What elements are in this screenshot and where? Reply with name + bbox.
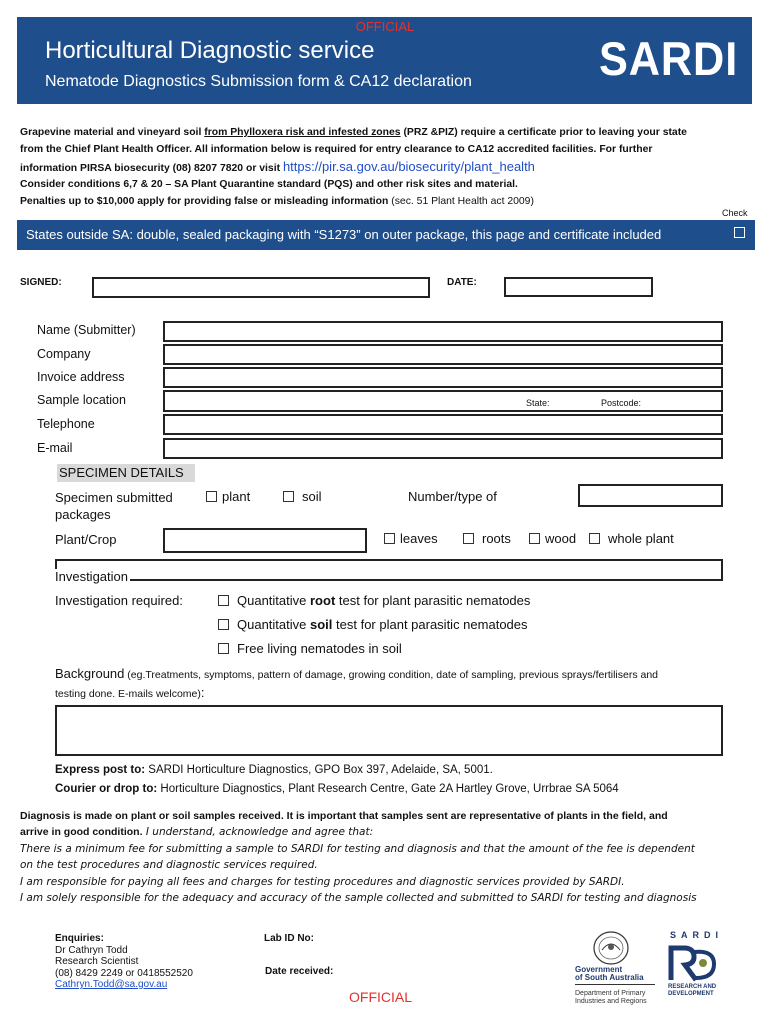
investigation-label: Investigation: [55, 569, 128, 584]
page-subtitle: Nematode Diagnostics Submission form & CA12 declaration: [45, 73, 472, 90]
soil-checkbox[interactable]: [283, 491, 294, 502]
telephone-field[interactable]: [163, 414, 723, 435]
date-field[interactable]: [504, 277, 653, 297]
company-field[interactable]: [163, 344, 723, 365]
investigation-required-label: Investigation required:: [55, 593, 183, 608]
company-label: Company: [37, 347, 91, 361]
name-label: Name (Submitter): [37, 323, 136, 337]
biosecurity-link[interactable]: https://pir.sa.gov.au/biosecurity/plant_health: [282, 158, 535, 174]
free-living-label: Free living nematodes in soil: [237, 641, 402, 656]
wood-checkbox[interactable]: [529, 533, 540, 544]
classification-label-top: OFFICIAL: [355, 19, 415, 34]
postcode-label: Postcode:: [601, 398, 642, 408]
free-living-checkbox[interactable]: [218, 643, 229, 654]
date-label: DATE:: [447, 277, 477, 288]
rd-logo-text: RESEARCH AND DEVELOPMENT: [668, 984, 717, 997]
express-post-line: Express post to: SARDI Horticulture Diagnostics, GPO Box 397, Adelaide, SA, 5001.: [55, 764, 493, 776]
email-label: E-mail: [37, 441, 73, 455]
roots-option-label: roots: [482, 531, 511, 546]
background-field[interactable]: [55, 705, 723, 756]
sardi-small-logo: SARDI: [670, 930, 724, 940]
name-field[interactable]: [163, 321, 723, 342]
investigation-field[interactable]: [55, 559, 723, 581]
wood-option-label: wood: [545, 531, 577, 546]
number-type-label: Number/type of: [408, 489, 497, 504]
sa-government-logo: Government of South Australia: [575, 965, 644, 982]
states-bar-text: States outside SA: double, sealed packaging with “S1273” on outer package, this page and certificate included: [26, 227, 662, 242]
plant-crop-label: Plant/Crop: [55, 532, 117, 547]
leaves-checkbox[interactable]: [384, 533, 395, 544]
enquiries-block: Enquiries: Dr Cathryn Todd Research Scientist (08) 8429 2249 or 0418552520 Cathryn.Todd@sa.gov.au: [55, 933, 193, 990]
page-title: Horticultural Diagnostic service: [45, 37, 375, 64]
rd-logo-icon: [668, 944, 718, 982]
number-type-field[interactable]: [578, 484, 723, 507]
sa-government-crest-icon: [591, 930, 631, 966]
gov-divider: [575, 984, 655, 985]
root-test-label: Quantitative root test for plant parasitic nematodes: [237, 593, 531, 608]
plant-crop-field[interactable]: [163, 528, 367, 553]
background-label: Background (eg.Treatments, symptoms, pattern of damage, growing condition, date of sampling, previous sprays/fertilisers and testing done. E-mails welcome):: [55, 666, 659, 700]
signed-field[interactable]: [92, 277, 430, 298]
date-received-label: Date received:: [265, 966, 334, 977]
specimen-heading: SPECIMEN DETAILS: [57, 464, 195, 482]
soil-option-label: soil: [302, 489, 322, 504]
invoice-field[interactable]: [163, 367, 723, 388]
telephone-label: Telephone: [37, 417, 95, 431]
plant-checkbox[interactable]: [206, 491, 217, 502]
check-label: Check: [722, 208, 748, 218]
signed-label: SIGNED:: [20, 277, 62, 288]
soil-test-label: Quantitative soil test for plant parasitic nematodes: [237, 617, 528, 632]
whole-plant-checkbox[interactable]: [589, 533, 600, 544]
soil-test-checkbox[interactable]: [218, 619, 229, 630]
sample-location-label: Sample location: [37, 393, 126, 407]
roots-checkbox[interactable]: [463, 533, 474, 544]
invoice-label: Invoice address: [37, 370, 125, 384]
disclaimer-text: Diagnosis is made on plant or soil samples received. It is important that samples sent are representative of plants in the field, and arrive in good condition. I understand, acknowledge and agree that: There is a minimum fee for submitting a sample to SARDI for testing and diagnosis and that the amount of the fee is dependent on the test procedures and diagnostic services required. I am responsible for paying all fees and charges for testing procedures and diagnostic services provided by SARDI. I am solely responsible for the adequacy and accuracy of the sample collected and submitted to SARDI for testing and diagnosis: [20, 810, 697, 905]
email-field[interactable]: [163, 438, 723, 459]
specimen-submitted-label: Specimen submitted packages: [55, 490, 173, 522]
contact-email-link[interactable]: Cathryn.Todd@sa.gov.au: [55, 979, 168, 990]
root-test-checkbox[interactable]: [218, 595, 229, 606]
classification-label-bottom: OFFICIAL: [349, 989, 413, 1005]
sardi-logo: SARDI: [599, 32, 739, 85]
plant-option-label: plant: [222, 489, 251, 504]
whole-plant-option-label: whole plant: [608, 531, 674, 546]
states-checkbox[interactable]: [734, 227, 745, 238]
courier-line: Courier or drop to: Horticulture Diagnostics, Plant Research Centre, Gate 2A Hartley Grove, Urrbrae SA 5064: [55, 783, 619, 795]
pirsa-logo-text: Department of Primary Industries and Regions: [575, 990, 647, 1005]
leaves-option-label: leaves: [400, 531, 438, 546]
state-label: State:: [526, 398, 550, 408]
lab-id-label: Lab ID No:: [264, 933, 314, 944]
intro-text: Grapevine material and vineyard soil from Phylloxera risk and infested zones (PRZ &PIZ) require a certificate prior to leaving your state from the Chief Plant Health Officer. All information below is required for entry clearance to CA12 accredited facilities. For further information PIRSA biosecurity (08) 8207 7820 or visit https://pir.sa.gov.au/biosecurity/plant_health Consider conditions 6,7 & 20 – SA Plant Quarantine standard (PQS) and other risk sites and material. Penalties up to $10,000 apply for providing false or misleading information (sec. 51 Plant Health act 2009): [20, 127, 687, 207]
